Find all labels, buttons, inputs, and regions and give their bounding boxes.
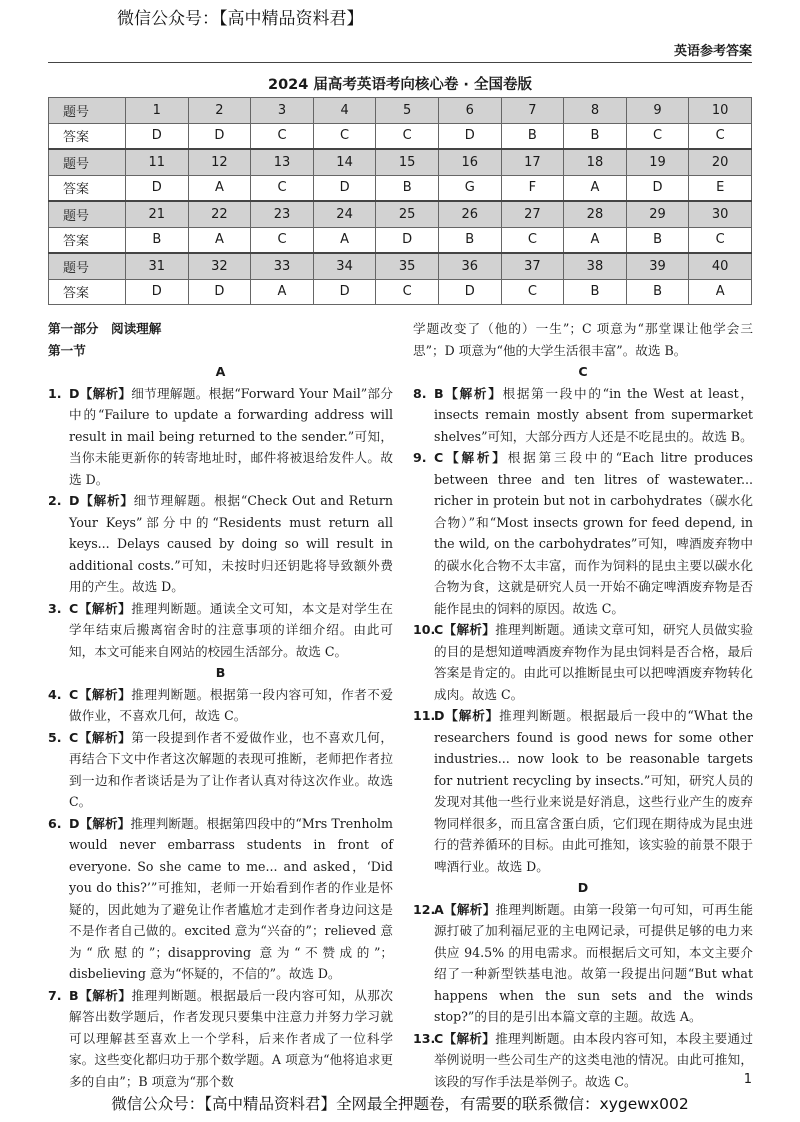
answer-cell: C (501, 279, 564, 305)
answer-cell: C (501, 227, 564, 253)
answer-item-2 (48, 490, 393, 598)
answer-cell: A (188, 175, 251, 201)
answer-cell: C (376, 123, 439, 149)
answer-cell: A (313, 227, 376, 253)
answer-item-1 (48, 383, 393, 491)
question-number-cell: 6 (438, 98, 501, 124)
question-number-cell: 27 (501, 201, 564, 227)
answer-cell: D (126, 123, 189, 149)
item-text: 推理判断题。根据第一段内容可知，作者不爱做作业，不喜欢几何，故选 C。 (69, 686, 394, 723)
item-number: 13. (413, 1030, 436, 1046)
answer-label: 答案 (49, 227, 126, 253)
answer-cell: B (501, 123, 564, 149)
item-key: D【解析】 (69, 815, 131, 831)
question-number-cell: 5 (376, 98, 439, 124)
answer-cell: D (376, 227, 439, 253)
item-number: 3. (48, 600, 62, 616)
answer-item-9 (413, 447, 753, 619)
answer-cell: C (626, 123, 689, 149)
answer-item-4 (48, 684, 393, 727)
answer-cell: B (438, 227, 501, 253)
item-key: A【解析】 (434, 901, 496, 917)
item-text: 根据第三段中的“Each litre produces between three and ten litres of wastewater... richer in protein but not in carbohydrates（碳水化合物）”和“Most insects grown for feed depend, in the wild, on the carbohydrates”可知，啤酒废弃物中的碳水化合物不太丰富，而作为饲料的昆虫主要以碳水化合物为食，这就是研究人员一开始不确定啤酒废弃物是否能作昆虫的饲料的原因。故选 C。 (434, 450, 753, 616)
page-title: 2024 届高考英语考向核心卷 · 全国卷版 (267, 77, 532, 93)
answer-row (49, 123, 752, 149)
question-number-cell: 14 (313, 149, 376, 175)
answer-item-6 (48, 813, 393, 985)
answer-cell: B (626, 279, 689, 305)
question-number-row (49, 149, 752, 175)
question-number-cell: 30 (689, 201, 752, 227)
section-heading: 第一节 (48, 342, 86, 358)
question-number-cell: 36 (438, 253, 501, 279)
item-key: B【解析】 (69, 987, 132, 1003)
item-number: 1. (48, 385, 62, 401)
question-number-cell: 19 (626, 149, 689, 175)
left-column (48, 318, 393, 1092)
question-number-cell: 3 (251, 98, 314, 124)
answer-cell: D (188, 123, 251, 149)
question-number-cell: 17 (501, 149, 564, 175)
item-number: 4. (48, 686, 62, 702)
item-number: 8. (413, 385, 427, 401)
answer-row (49, 279, 752, 305)
item-text: 细节理解题。根据“Forward Your Mail”部分中的“Failure to update a forwarding address will result in mail being returned to the sender.”可知，当你未能更新你的转寄地址时，邮件将被退给发件人。故选 D。 (69, 385, 393, 487)
item-number: 12. (413, 901, 436, 917)
answer-cell: A (564, 175, 627, 201)
item-number: 2. (48, 493, 62, 508)
question-number-cell: 8 (564, 98, 627, 124)
answer-item-8 (413, 383, 753, 448)
passage-letter-a: A (215, 364, 226, 379)
answer-item-11 (413, 705, 753, 877)
item-number: 10. (413, 622, 436, 637)
question-number-cell: 10 (689, 98, 752, 124)
answer-cell: B (126, 227, 189, 253)
answer-item-3 (48, 598, 393, 663)
question-number-cell: 4 (313, 98, 376, 124)
item-key: D【解析】 (69, 385, 132, 401)
answer-label: 答案 (49, 175, 126, 201)
question-number-cell: 12 (188, 149, 251, 175)
answer-cell: D (313, 279, 376, 305)
answer-item-5 (48, 727, 393, 813)
question-number-cell: 25 (376, 201, 439, 227)
question-number-cell: 9 (626, 98, 689, 124)
item-number: 9. (413, 450, 427, 465)
answer-cell: C (251, 227, 314, 253)
question-number-label: 题号 (49, 98, 126, 124)
item-text: 推理判断题。根据最后一段中的“What the researchers found is good news for some other industries... now look to be reasonable targets for nutrient recycling by insects.”可知，研究人员的发现对其他一些行业来说是好消息，这些行业产生的废弃物同样很多，而且富含蛋白质，它们现在期待成为昆虫进行的营养循环的目标。由此可推知，该实验的前景不限于啤酒行业。故选 D。 (434, 708, 753, 874)
answer-cell: C (251, 123, 314, 149)
question-number-cell: 32 (188, 253, 251, 279)
answer-cell: A (564, 227, 627, 253)
watermark-top: 微信公众号：【高中精品资料君】 (117, 9, 364, 29)
answer-cell: D (188, 279, 251, 305)
item-number: 6. (48, 815, 62, 831)
page-number: 1 (743, 1072, 752, 1087)
question-number-cell: 7 (501, 98, 564, 124)
question-number-label: 题号 (49, 201, 126, 227)
question-number-cell: 40 (689, 253, 752, 279)
item-key: C【解析】 (69, 729, 132, 745)
passage-letter-d: D (577, 880, 589, 895)
answer-label: 答案 (49, 123, 126, 149)
answer-label: 答案 (49, 279, 126, 305)
question-number-cell: 38 (564, 253, 627, 279)
question-number-cell: 20 (689, 149, 752, 175)
question-number-cell: 29 (626, 201, 689, 227)
question-number-label: 题号 (49, 149, 126, 175)
answer-cell: E (689, 175, 752, 201)
question-number-cell: 21 (126, 201, 189, 227)
item-text: 推理判断题。根据第四段中的“Mrs Trenholm would never embarrass students in front of everyone. So she came to me... and asked，‘Did you do this?’”可推知，老师一开始看到作者的作业是怀疑的，因此她为了避免让作者尴尬才走到作者身边问这是不是作者自己做的。excited 意为“兴奋的”；relieved 意为“欣慰的”；disapproving 意为“不赞成的”；disbelieving 意为“怀疑的，不信的”。故选 D。 (69, 815, 393, 981)
answer-item-12 (413, 899, 753, 1028)
item-text: 第一段提到作者不爱做作业，也不喜欢几何，再结合下文中作者这次解题的表现可推断，老师把作者拉到一边和作者谈话是为了让作者认真对待这次作业。故选 C。 (69, 729, 394, 809)
item-number: 7. (48, 987, 62, 1003)
header-rule (48, 62, 752, 63)
question-number-cell: 31 (126, 253, 189, 279)
answer-cell: A (188, 227, 251, 253)
item-key: C【解析】 (434, 450, 508, 465)
answer-cell: D (126, 279, 189, 305)
question-number-cell: 15 (376, 149, 439, 175)
question-number-cell: 34 (313, 253, 376, 279)
item-text: 推理判断题。通读全文可知，本文是对学生在学年结束后搬离宿舍时的注意事项的详细介绍。由此可知，本文可能来自网站的校园生活部分。故选 C。 (69, 600, 394, 659)
answer-cell: B (564, 279, 627, 305)
question-number-cell: 1 (126, 98, 189, 124)
answer-item-7-continued: 学题改变了（他的）一生”；C 项意为“那堂课让他学会三思”；D 项意为“他的大学生活很丰富”。故选 B。 (413, 321, 753, 358)
question-number-row (49, 98, 752, 124)
item-text: 推理判断题。由本段内容可知，本段主要通过举例说明一些公司生产的这类电池的情况。由此可推知，该段的写作手法是举例子。故选 C。 (434, 1030, 753, 1089)
answer-cell: C (376, 279, 439, 305)
part-heading: 第一部分 阅读理解 (48, 321, 162, 336)
answer-cell: C (313, 123, 376, 149)
question-number-cell: 2 (188, 98, 251, 124)
question-number-cell: 33 (251, 253, 314, 279)
answer-cell: A (689, 279, 752, 305)
question-number-cell: 37 (501, 253, 564, 279)
question-number-cell: 28 (564, 201, 627, 227)
right-column (413, 318, 753, 1092)
question-number-cell: 18 (564, 149, 627, 175)
item-number: 5. (48, 729, 62, 745)
answer-cell: D (126, 175, 189, 201)
passage-letter-c: C (578, 364, 588, 379)
header-doc-type: 英语参考答案 (673, 44, 752, 59)
question-number-cell: 24 (313, 201, 376, 227)
item-text: 推理判断题。由第一段第一句可知，可再生能源打破了加利福尼亚的主电网记录，可提供足够的电力来供应 94.5% 的用电需求。而根据后文可知，本文主要介绍了一种新型铁基电池。故第一段提出问题“But what happens when the sun sets and the winds stop?”的目的是引出本篇文章的主题。故选 A。 (434, 901, 754, 1024)
answer-cell: C (251, 175, 314, 201)
item-key: C【解析】 (69, 686, 132, 702)
answer-cell: D (438, 123, 501, 149)
answer-cell: F (501, 175, 564, 201)
answer-cell: D (313, 175, 376, 201)
answer-cell: B (626, 227, 689, 253)
answer-key-table (48, 97, 752, 305)
item-key: C【解析】 (434, 622, 496, 637)
question-number-cell: 35 (376, 253, 439, 279)
item-key: C【解析】 (69, 600, 132, 616)
question-number-row (49, 201, 752, 227)
item-text: 推理判断题。根据最后一段内容可知，从那次解答出数学题后，作者发现只要集中注意力并努力学习就可以理解甚至喜欢上一个学科，后来作者成了一位科学家。这些变化都归功于那个数学题。A 项意为“他将追求更多的自由”；B 项意为“那个数 (69, 987, 394, 1089)
question-number-label: 题号 (49, 253, 126, 279)
question-number-cell: 13 (251, 149, 314, 175)
item-key: D【解析】 (434, 708, 500, 723)
question-number-cell: 22 (188, 201, 251, 227)
answer-item-7 (48, 985, 393, 1093)
answer-cell: B (564, 123, 627, 149)
watermark-bottom: 微信公众号：【高中精品资料君】全网最全押题卷，有需要的联系微信：xygewx002 (111, 1095, 689, 1113)
answer-item-10 (413, 619, 753, 705)
item-key: C【解析】 (434, 1030, 496, 1046)
answer-cell: A (251, 279, 314, 305)
answer-cell: C (689, 123, 752, 149)
question-number-cell: 23 (251, 201, 314, 227)
answer-cell: D (626, 175, 689, 201)
item-text: 细节理解题。根据“Check Out and Return Your Keys”部分中的“Residents must return all keys... Delays caused by doing so will result in additional costs.”可知，未按时归还钥匙将导致额外费用的产生。故选 D。 (69, 493, 393, 594)
item-key: B【解析】 (434, 385, 503, 401)
item-number: 11. (413, 708, 436, 723)
answer-item-13 (413, 1028, 753, 1093)
question-number-cell: 39 (626, 253, 689, 279)
answer-row (49, 175, 752, 201)
item-text: 推理判断题。通读文章可知，研究人员做实验的目的是想知道啤酒废弃物作为昆虫饲料是否合格，最后答案是肯定的。由此可以推断昆虫可以把啤酒废弃物转化成肉。故选 C。 (434, 622, 753, 702)
question-number-cell: 16 (438, 149, 501, 175)
answer-cell: B (376, 175, 439, 201)
answer-cell: D (438, 279, 501, 305)
question-number-cell: 26 (438, 201, 501, 227)
passage-letter-b: B (215, 665, 226, 680)
answer-cell: G (438, 175, 501, 201)
answer-cell: C (689, 227, 752, 253)
question-number-row (49, 253, 752, 279)
answer-row (49, 227, 752, 253)
question-number-cell: 11 (126, 149, 189, 175)
item-key: D【解析】 (69, 493, 134, 508)
item-text: 根据第一段中的“in the West at least，insects remain mostly absent from supermarket shelves”可知，大部分西方人还是不吃昆虫的。故选 B。 (434, 385, 753, 444)
